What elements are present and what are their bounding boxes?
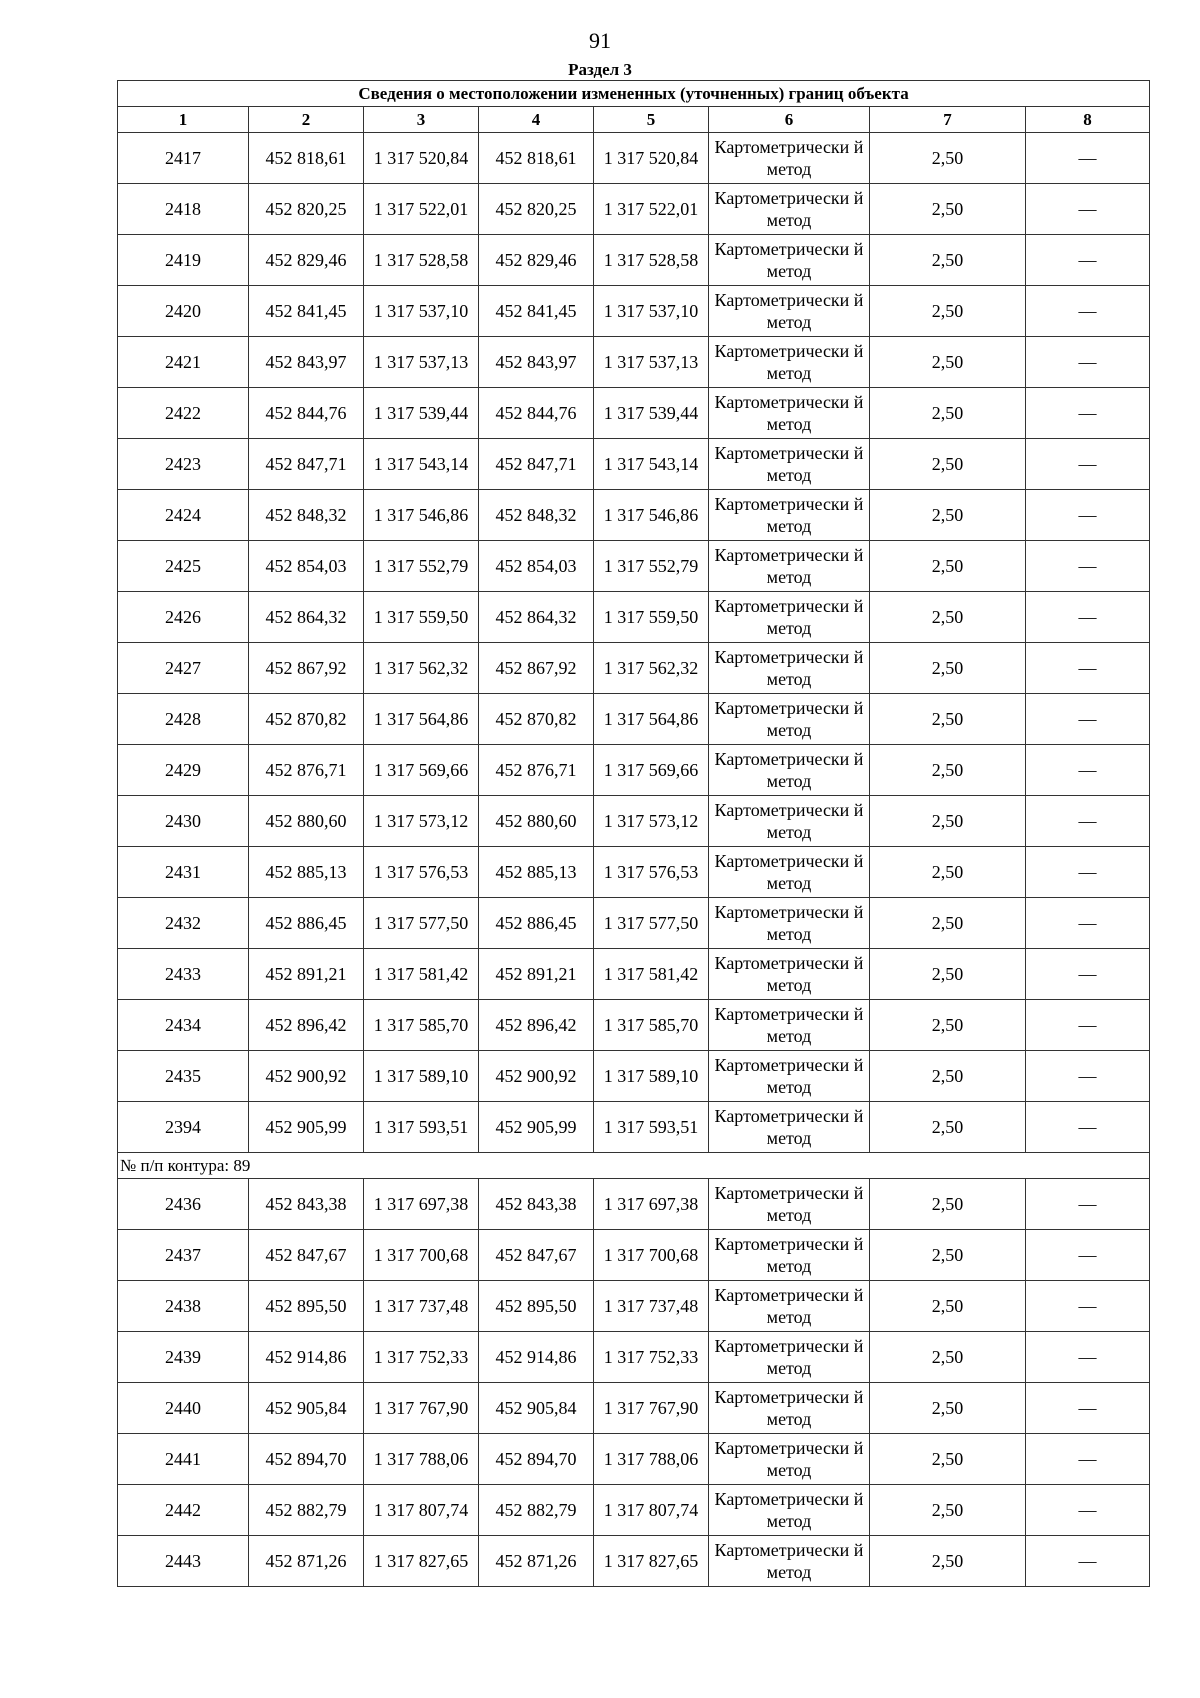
- y-existing-cell: 1 317 559,50: [364, 592, 479, 643]
- table-row: [118, 337, 1150, 388]
- x-refined-cell: 452 843,38: [479, 1179, 594, 1230]
- point-number-cell: 2439: [118, 1332, 249, 1383]
- x-existing-cell: 452 870,82: [249, 694, 364, 745]
- table-row: [118, 286, 1150, 337]
- table-row: [118, 1102, 1150, 1153]
- note-cell: —: [1026, 1281, 1150, 1332]
- method-cell: Картометрически й метод: [709, 1281, 870, 1332]
- x-existing-cell: 452 829,46: [249, 235, 364, 286]
- accuracy-cell: 2,50: [870, 796, 1026, 847]
- method-cell: Картометрически й метод: [709, 898, 870, 949]
- accuracy-cell: 2,50: [870, 1000, 1026, 1051]
- table-row: [118, 133, 1150, 184]
- point-number-cell: 2394: [118, 1102, 249, 1153]
- note-cell: —: [1026, 1485, 1150, 1536]
- x-existing-cell: 452 905,99: [249, 1102, 364, 1153]
- accuracy-cell: 2,50: [870, 1230, 1026, 1281]
- y-refined-cell: 1 317 520,84: [594, 133, 709, 184]
- y-existing-cell: 1 317 576,53: [364, 847, 479, 898]
- accuracy-cell: 2,50: [870, 1332, 1026, 1383]
- y-existing-cell: 1 317 569,66: [364, 745, 479, 796]
- column-number: 4: [479, 107, 594, 133]
- x-refined-cell: 452 895,50: [479, 1281, 594, 1332]
- y-refined-cell: 1 317 573,12: [594, 796, 709, 847]
- method-cell: Картометрически й метод: [709, 1102, 870, 1153]
- accuracy-cell: 2,50: [870, 1485, 1026, 1536]
- point-number-cell: 2426: [118, 592, 249, 643]
- note-cell: —: [1026, 898, 1150, 949]
- table-row: [118, 235, 1150, 286]
- y-refined-cell: 1 317 546,86: [594, 490, 709, 541]
- table-row: [118, 592, 1150, 643]
- accuracy-cell: 2,50: [870, 286, 1026, 337]
- column-number: 5: [594, 107, 709, 133]
- method-cell: Картометрически й метод: [709, 1434, 870, 1485]
- method-cell: Картометрически й метод: [709, 745, 870, 796]
- point-number-cell: 2419: [118, 235, 249, 286]
- x-existing-cell: 452 847,67: [249, 1230, 364, 1281]
- x-existing-cell: 452 891,21: [249, 949, 364, 1000]
- y-refined-cell: 1 317 552,79: [594, 541, 709, 592]
- x-refined-cell: 452 844,76: [479, 388, 594, 439]
- method-cell: Картометрически й метод: [709, 1536, 870, 1587]
- y-existing-cell: 1 317 589,10: [364, 1051, 479, 1102]
- accuracy-cell: 2,50: [870, 388, 1026, 439]
- contour-row: [118, 1153, 1150, 1179]
- y-existing-cell: 1 317 573,12: [364, 796, 479, 847]
- y-refined-cell: 1 317 559,50: [594, 592, 709, 643]
- x-existing-cell: 452 844,76: [249, 388, 364, 439]
- method-cell: Картометрически й метод: [709, 847, 870, 898]
- x-existing-cell: 452 905,84: [249, 1383, 364, 1434]
- x-existing-cell: 452 880,60: [249, 796, 364, 847]
- point-number-cell: 2433: [118, 949, 249, 1000]
- x-refined-cell: 452 854,03: [479, 541, 594, 592]
- x-refined-cell: 452 886,45: [479, 898, 594, 949]
- x-refined-cell: 452 848,32: [479, 490, 594, 541]
- table-row: [118, 694, 1150, 745]
- y-refined-cell: 1 317 522,01: [594, 184, 709, 235]
- x-refined-cell: 452 820,25: [479, 184, 594, 235]
- y-refined-cell: 1 317 752,33: [594, 1332, 709, 1383]
- table-row: [118, 1281, 1150, 1332]
- x-existing-cell: 452 841,45: [249, 286, 364, 337]
- x-refined-cell: 452 900,92: [479, 1051, 594, 1102]
- method-cell: Картометрически й метод: [709, 337, 870, 388]
- y-refined-cell: 1 317 569,66: [594, 745, 709, 796]
- y-existing-cell: 1 317 537,10: [364, 286, 479, 337]
- table-row: [118, 745, 1150, 796]
- column-number: 7: [870, 107, 1026, 133]
- table-row: [118, 490, 1150, 541]
- table-row: [118, 1332, 1150, 1383]
- x-existing-cell: 452 886,45: [249, 898, 364, 949]
- x-existing-cell: 452 864,32: [249, 592, 364, 643]
- y-existing-cell: 1 317 697,38: [364, 1179, 479, 1230]
- accuracy-cell: 2,50: [870, 235, 1026, 286]
- y-existing-cell: 1 317 564,86: [364, 694, 479, 745]
- table-row: [118, 439, 1150, 490]
- accuracy-cell: 2,50: [870, 847, 1026, 898]
- column-number: 3: [364, 107, 479, 133]
- note-cell: —: [1026, 592, 1150, 643]
- note-cell: —: [1026, 949, 1150, 1000]
- y-existing-cell: 1 317 807,74: [364, 1485, 479, 1536]
- table-row: [118, 643, 1150, 694]
- x-refined-cell: 452 876,71: [479, 745, 594, 796]
- y-refined-cell: 1 317 737,48: [594, 1281, 709, 1332]
- x-refined-cell: 452 896,42: [479, 1000, 594, 1051]
- x-existing-cell: 452 818,61: [249, 133, 364, 184]
- x-refined-cell: 452 841,45: [479, 286, 594, 337]
- table-row: [118, 541, 1150, 592]
- x-refined-cell: 452 894,70: [479, 1434, 594, 1485]
- point-number-cell: 2430: [118, 796, 249, 847]
- y-existing-cell: 1 317 767,90: [364, 1383, 479, 1434]
- x-refined-cell: 452 843,97: [479, 337, 594, 388]
- y-existing-cell: 1 317 581,42: [364, 949, 479, 1000]
- method-cell: Картометрически й метод: [709, 1485, 870, 1536]
- x-existing-cell: 452 820,25: [249, 184, 364, 235]
- coordinates-table: [117, 80, 1150, 1587]
- accuracy-cell: 2,50: [870, 745, 1026, 796]
- y-refined-cell: 1 317 807,74: [594, 1485, 709, 1536]
- accuracy-cell: 2,50: [870, 1102, 1026, 1153]
- note-cell: —: [1026, 133, 1150, 184]
- y-refined-cell: 1 317 788,06: [594, 1434, 709, 1485]
- y-existing-cell: 1 317 585,70: [364, 1000, 479, 1051]
- note-cell: —: [1026, 1230, 1150, 1281]
- y-refined-cell: 1 317 537,13: [594, 337, 709, 388]
- point-number-cell: 2437: [118, 1230, 249, 1281]
- point-number-cell: 2443: [118, 1536, 249, 1587]
- method-cell: Картометрически й метод: [709, 1051, 870, 1102]
- note-cell: —: [1026, 643, 1150, 694]
- x-refined-cell: 452 905,84: [479, 1383, 594, 1434]
- x-refined-cell: 452 847,67: [479, 1230, 594, 1281]
- accuracy-cell: 2,50: [870, 949, 1026, 1000]
- table-row: [118, 1485, 1150, 1536]
- accuracy-cell: 2,50: [870, 694, 1026, 745]
- x-refined-cell: 452 864,32: [479, 592, 594, 643]
- accuracy-cell: 2,50: [870, 1434, 1026, 1485]
- table-caption-row: [118, 81, 1150, 107]
- accuracy-cell: 2,50: [870, 133, 1026, 184]
- method-cell: Картометрически й метод: [709, 235, 870, 286]
- accuracy-cell: 2,50: [870, 1383, 1026, 1434]
- point-number-cell: 2429: [118, 745, 249, 796]
- table-caption: Сведения о местоположении измененных (уточненных) границ объекта: [118, 81, 1150, 107]
- table-row: [118, 949, 1150, 1000]
- table-row: [118, 1179, 1150, 1230]
- point-number-cell: 2417: [118, 133, 249, 184]
- x-existing-cell: 452 885,13: [249, 847, 364, 898]
- x-existing-cell: 452 914,86: [249, 1332, 364, 1383]
- method-cell: Картометрически й метод: [709, 184, 870, 235]
- column-number: 1: [118, 107, 249, 133]
- x-refined-cell: 452 891,21: [479, 949, 594, 1000]
- point-number-cell: 2422: [118, 388, 249, 439]
- y-existing-cell: 1 317 543,14: [364, 439, 479, 490]
- note-cell: —: [1026, 541, 1150, 592]
- accuracy-cell: 2,50: [870, 898, 1026, 949]
- table-row: [118, 898, 1150, 949]
- note-cell: —: [1026, 490, 1150, 541]
- note-cell: —: [1026, 1536, 1150, 1587]
- y-refined-cell: 1 317 528,58: [594, 235, 709, 286]
- x-existing-cell: 452 900,92: [249, 1051, 364, 1102]
- accuracy-cell: 2,50: [870, 1281, 1026, 1332]
- y-existing-cell: 1 317 752,33: [364, 1332, 479, 1383]
- note-cell: —: [1026, 1332, 1150, 1383]
- table-row: [118, 388, 1150, 439]
- point-number-cell: 2431: [118, 847, 249, 898]
- table-row: [118, 1051, 1150, 1102]
- point-number-cell: 2440: [118, 1383, 249, 1434]
- note-cell: —: [1026, 1000, 1150, 1051]
- column-numbers-row: [118, 107, 1150, 133]
- method-cell: Картометрически й метод: [709, 949, 870, 1000]
- y-existing-cell: 1 317 700,68: [364, 1230, 479, 1281]
- x-refined-cell: 452 867,92: [479, 643, 594, 694]
- y-refined-cell: 1 317 589,10: [594, 1051, 709, 1102]
- method-cell: Картометрически й метод: [709, 796, 870, 847]
- y-existing-cell: 1 317 562,32: [364, 643, 479, 694]
- method-cell: Картометрически й метод: [709, 694, 870, 745]
- x-existing-cell: 452 896,42: [249, 1000, 364, 1051]
- y-refined-cell: 1 317 576,53: [594, 847, 709, 898]
- point-number-cell: 2423: [118, 439, 249, 490]
- point-number-cell: 2425: [118, 541, 249, 592]
- method-cell: Картометрически й метод: [709, 490, 870, 541]
- note-cell: —: [1026, 388, 1150, 439]
- point-number-cell: 2441: [118, 1434, 249, 1485]
- y-existing-cell: 1 317 520,84: [364, 133, 479, 184]
- note-cell: —: [1026, 184, 1150, 235]
- x-refined-cell: 452 871,26: [479, 1536, 594, 1587]
- x-refined-cell: 452 818,61: [479, 133, 594, 184]
- note-cell: —: [1026, 235, 1150, 286]
- point-number-cell: 2442: [118, 1485, 249, 1536]
- x-existing-cell: 452 882,79: [249, 1485, 364, 1536]
- y-refined-cell: 1 317 585,70: [594, 1000, 709, 1051]
- contour-label: № п/п контура: 89: [118, 1153, 1150, 1179]
- x-existing-cell: 452 843,97: [249, 337, 364, 388]
- point-number-cell: 2436: [118, 1179, 249, 1230]
- note-cell: —: [1026, 694, 1150, 745]
- note-cell: —: [1026, 1102, 1150, 1153]
- note-cell: —: [1026, 745, 1150, 796]
- x-existing-cell: 452 895,50: [249, 1281, 364, 1332]
- y-refined-cell: 1 317 577,50: [594, 898, 709, 949]
- method-cell: Картометрически й метод: [709, 388, 870, 439]
- y-refined-cell: 1 317 593,51: [594, 1102, 709, 1153]
- point-number-cell: 2427: [118, 643, 249, 694]
- method-cell: Картометрически й метод: [709, 1332, 870, 1383]
- y-refined-cell: 1 317 562,32: [594, 643, 709, 694]
- note-cell: —: [1026, 1434, 1150, 1485]
- x-existing-cell: 452 876,71: [249, 745, 364, 796]
- column-number: 6: [709, 107, 870, 133]
- x-refined-cell: 452 829,46: [479, 235, 594, 286]
- note-cell: —: [1026, 847, 1150, 898]
- y-refined-cell: 1 317 537,10: [594, 286, 709, 337]
- note-cell: —: [1026, 439, 1150, 490]
- method-cell: Картометрически й метод: [709, 286, 870, 337]
- table-row: [118, 796, 1150, 847]
- point-number-cell: 2424: [118, 490, 249, 541]
- table-row: [118, 1230, 1150, 1281]
- method-cell: Картометрически й метод: [709, 1179, 870, 1230]
- accuracy-cell: 2,50: [870, 490, 1026, 541]
- x-refined-cell: 452 880,60: [479, 796, 594, 847]
- x-refined-cell: 452 914,86: [479, 1332, 594, 1383]
- note-cell: —: [1026, 337, 1150, 388]
- point-number-cell: 2421: [118, 337, 249, 388]
- accuracy-cell: 2,50: [870, 337, 1026, 388]
- page-number: 91: [589, 28, 611, 53]
- x-refined-cell: 452 885,13: [479, 847, 594, 898]
- accuracy-cell: 2,50: [870, 184, 1026, 235]
- accuracy-cell: 2,50: [870, 592, 1026, 643]
- point-number-cell: 2435: [118, 1051, 249, 1102]
- table-row: [118, 1536, 1150, 1587]
- point-number-cell: 2428: [118, 694, 249, 745]
- accuracy-cell: 2,50: [870, 1051, 1026, 1102]
- accuracy-cell: 2,50: [870, 1179, 1026, 1230]
- y-existing-cell: 1 317 522,01: [364, 184, 479, 235]
- note-cell: —: [1026, 796, 1150, 847]
- y-existing-cell: 1 317 552,79: [364, 541, 479, 592]
- accuracy-cell: 2,50: [870, 1536, 1026, 1587]
- x-existing-cell: 452 867,92: [249, 643, 364, 694]
- x-existing-cell: 452 871,26: [249, 1536, 364, 1587]
- table-row: [118, 847, 1150, 898]
- x-refined-cell: 452 847,71: [479, 439, 594, 490]
- accuracy-cell: 2,50: [870, 643, 1026, 694]
- y-existing-cell: 1 317 546,86: [364, 490, 479, 541]
- column-number: 8: [1026, 107, 1150, 133]
- point-number-cell: 2420: [118, 286, 249, 337]
- x-existing-cell: 452 847,71: [249, 439, 364, 490]
- method-cell: Картометрически й метод: [709, 439, 870, 490]
- y-existing-cell: 1 317 737,48: [364, 1281, 479, 1332]
- method-cell: Картометрически й метод: [709, 541, 870, 592]
- y-existing-cell: 1 317 539,44: [364, 388, 479, 439]
- x-refined-cell: 452 870,82: [479, 694, 594, 745]
- table-row: [118, 1383, 1150, 1434]
- y-refined-cell: 1 317 581,42: [594, 949, 709, 1000]
- x-refined-cell: 452 905,99: [479, 1102, 594, 1153]
- method-cell: Картометрически й метод: [709, 1000, 870, 1051]
- y-refined-cell: 1 317 697,38: [594, 1179, 709, 1230]
- x-refined-cell: 452 882,79: [479, 1485, 594, 1536]
- accuracy-cell: 2,50: [870, 541, 1026, 592]
- y-refined-cell: 1 317 827,65: [594, 1536, 709, 1587]
- method-cell: Картометрически й метод: [709, 1230, 870, 1281]
- point-number-cell: 2438: [118, 1281, 249, 1332]
- point-number-cell: 2418: [118, 184, 249, 235]
- y-existing-cell: 1 317 593,51: [364, 1102, 479, 1153]
- table-row: [118, 1434, 1150, 1485]
- note-cell: —: [1026, 1179, 1150, 1230]
- y-refined-cell: 1 317 543,14: [594, 439, 709, 490]
- y-refined-cell: 1 317 767,90: [594, 1383, 709, 1434]
- method-cell: Картометрически й метод: [709, 643, 870, 694]
- note-cell: —: [1026, 286, 1150, 337]
- accuracy-cell: 2,50: [870, 439, 1026, 490]
- column-number: 2: [249, 107, 364, 133]
- x-existing-cell: 452 843,38: [249, 1179, 364, 1230]
- x-existing-cell: 452 894,70: [249, 1434, 364, 1485]
- y-refined-cell: 1 317 700,68: [594, 1230, 709, 1281]
- y-existing-cell: 1 317 528,58: [364, 235, 479, 286]
- note-cell: —: [1026, 1383, 1150, 1434]
- method-cell: Картометрически й метод: [709, 592, 870, 643]
- section-title: Раздел 3: [568, 60, 632, 79]
- x-existing-cell: 452 854,03: [249, 541, 364, 592]
- note-cell: —: [1026, 1051, 1150, 1102]
- y-existing-cell: 1 317 827,65: [364, 1536, 479, 1587]
- table-row: [118, 1000, 1150, 1051]
- y-existing-cell: 1 317 577,50: [364, 898, 479, 949]
- method-cell: Картометрически й метод: [709, 1383, 870, 1434]
- y-refined-cell: 1 317 564,86: [594, 694, 709, 745]
- y-existing-cell: 1 317 788,06: [364, 1434, 479, 1485]
- point-number-cell: 2434: [118, 1000, 249, 1051]
- method-cell: Картометрически й метод: [709, 133, 870, 184]
- point-number-cell: 2432: [118, 898, 249, 949]
- table-row: [118, 184, 1150, 235]
- x-existing-cell: 452 848,32: [249, 490, 364, 541]
- y-existing-cell: 1 317 537,13: [364, 337, 479, 388]
- y-refined-cell: 1 317 539,44: [594, 388, 709, 439]
